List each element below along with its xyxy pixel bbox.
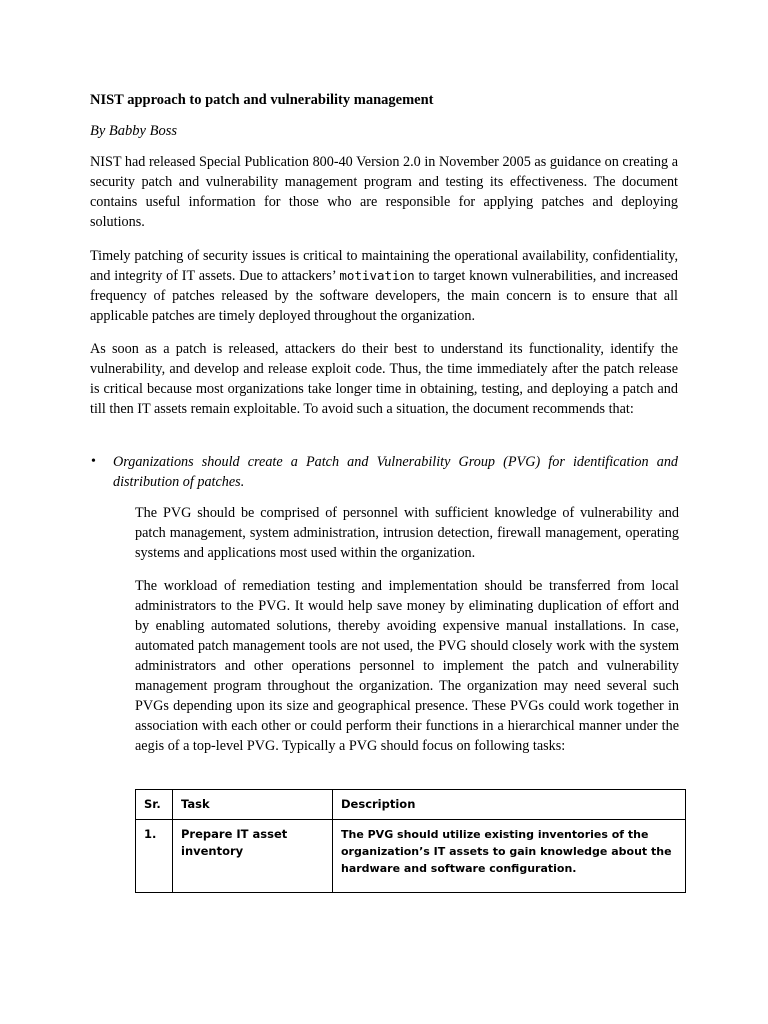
bullet-recommendation: Organizations should create a Patch and Vulnerability Group (PVG) for identification and distribution of patches. — [113, 454, 678, 490]
paragraph-pvg-personnel: The PVG should be comprised of personnel with sufficient knowledge of vulnerability and patch management, system administration, intrusion detection, firewall management, operating systems and applications most used within the organization. — [135, 505, 679, 561]
paragraph-text: Timely patching of security issues is critical to maintaining the operational availability, confidentiality, and integrity of IT assets. Due to attackers’ — [90, 248, 678, 284]
cell-sr: 1. — [136, 820, 173, 893]
header-description: Description — [333, 790, 686, 820]
cell-task: Prepare IT asset inventory — [173, 820, 333, 893]
pvg-tasks-table — [135, 789, 686, 893]
paragraph-pvg-workload: The workload of remediation testing and implementation should be transferred from local administrators to the PVG. It would help save money by eliminating duplication of effort and by enabling automated solutions, thereby avoiding expensive manual installations. In case, automated patch management tools are not used, the PVG should closely work with the system administrators and other operations personnel to implement the patch and vulnerability management program throughout the organization. The organization may need several such PVGs depending upon its size and geographical presence. These PVGs could work together in association with each other or could perform their functions in a hierarchical manner under the aegis of a top-level PVG. Typically a PVG should focus on following tasks: — [135, 578, 679, 754]
header-sr: Sr. — [136, 790, 173, 820]
header-task: Task — [173, 790, 333, 820]
motivation-word: motivation — [339, 268, 415, 283]
table-header-row — [136, 790, 686, 820]
paragraph-exploit-window: As soon as a patch is released, attackers do their best to understand its functionality, identify the vulnerability, and develop and release exploit code. Thus, the time immediately after the patch release is critical because most organizations take longer time in obtaining, testing, and deploying a patch and till then IT assets remain exploitable. To avoid such a situation, the document recommends that: — [90, 341, 678, 417]
author-byline: By Babby Boss — [90, 123, 177, 139]
paragraph-timely-patching — [90, 246, 678, 326]
table-row — [136, 820, 686, 893]
cell-description: The PVG should utilize existing inventories of the organization’s IT assets to gain knowledge about the hardware and software configuration. — [333, 820, 686, 893]
bullet-marker: • — [91, 454, 96, 469]
paragraph-intro: NIST had released Special Publication 800-40 Version 2.0 in November 2005 as guidance on creating a security patch and vulnerability management program and testing its effectiveness. The document contains useful information for those who are responsible for applying patches and deploying solutions. — [90, 154, 678, 230]
paragraph-text: to target known vulnerabilities, and increased frequency of patches released by the software developers, the main concern is to ensure that all applicable patches are timely deployed throughout the organization. — [90, 268, 678, 324]
document-title: NIST approach to patch and vulnerability management — [90, 92, 434, 108]
